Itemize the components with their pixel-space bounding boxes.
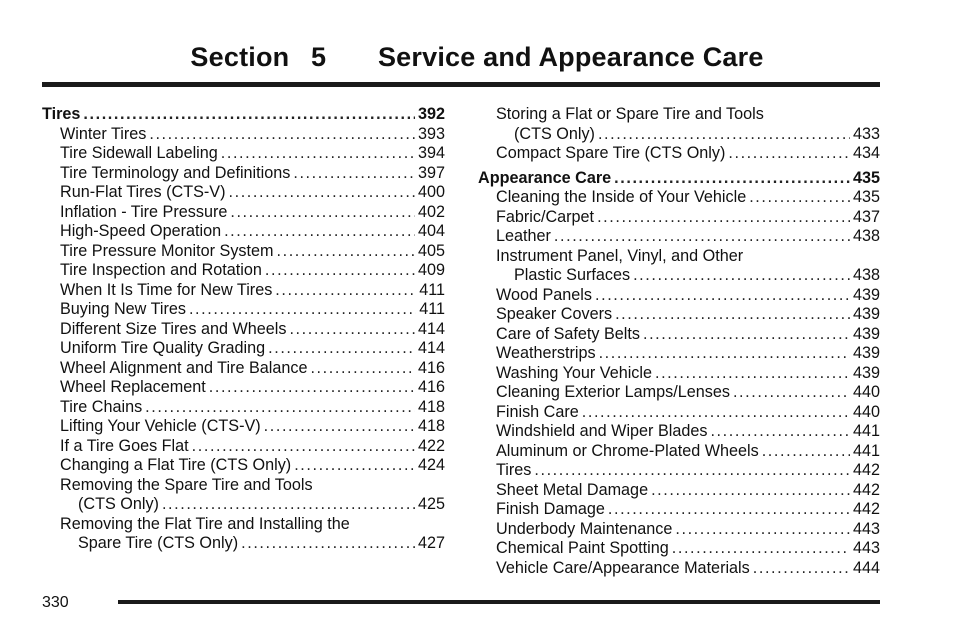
toc-entry[interactable] [478,208,880,228]
toc-entry-title: Weatherstrips [496,344,596,362]
toc-entry[interactable] [42,456,445,476]
toc-entry-page: 393 [417,124,445,143]
dot-leader [241,534,415,554]
toc-entry-page: 442 [852,480,880,499]
toc-entry-title-line1: Removing the Spare Tire and Tools [60,475,313,494]
toc-entry[interactable] [42,417,445,437]
toc-entry-title: Cleaning Exterior Lamps/Lenses [496,383,730,401]
dot-leader [229,183,415,203]
toc-entry-title: Windshield and Wiper Blades [496,422,708,440]
toc-entry-title-line2: Spare Tire (CTS Only) [78,534,239,552]
dot-leader [264,417,415,437]
dot-leader [209,378,415,398]
toc-entry-title: Leather [496,227,551,245]
toc-entry-page: 416 [417,358,445,377]
toc-multiline-entry[interactable] [478,247,880,286]
dot-leader [655,364,850,384]
toc-entry-title: Lifting Your Vehicle (CTS-V) [60,417,261,435]
toc-entry[interactable] [478,422,880,442]
toc-entry-page: 439 [852,305,880,323]
page-number: 330 [42,594,69,611]
toc-entry-title-line1: Instrument Panel, Vinyl, and Other [496,246,744,265]
toc-right-column [478,105,880,578]
toc-entry-page: 443 [852,539,880,557]
toc-entry[interactable] [478,144,880,164]
toc-entry-title: Aluminum or Chrome-Plated Wheels [496,441,759,460]
dot-leader [221,144,415,164]
dot-leader [268,339,415,359]
toc-entry-page: 439 [852,344,880,362]
toc-entry-title-line2: (CTS Only) [514,124,595,143]
toc-entry-page: 440 [852,402,880,421]
section-label: Section [190,42,290,72]
toc-entry-page: 411 [419,280,445,299]
toc-entry[interactable] [478,559,880,579]
toc-entry-title: Wheel Replacement [60,378,206,396]
toc-entry-list [478,188,880,247]
toc-entry-title-line2: (CTS Only) [78,495,159,513]
toc-entry-title: Cleaning the Inside of Your Vehicle [496,188,747,206]
toc-entry-page: 414 [417,319,445,338]
toc-entry-page: 438 [852,227,880,245]
toc-entry[interactable] [42,398,445,418]
toc-entry[interactable] [478,520,880,540]
section-title: Service and Appearance Care [377,42,764,72]
dot-leader [294,456,415,476]
toc-entry-title: Tire Terminology and Definitions [60,163,291,182]
toc-entry-title: Uniform Tire Quality Grading [60,339,266,357]
toc-entry-title: Run-Flat Tires (CTS-V) [60,183,226,201]
toc-left-column [42,105,445,554]
toc-entry-title: Tire Inspection and Rotation [60,261,262,279]
toc-entry-page: 397 [417,163,445,182]
dot-leader [83,105,415,125]
dot-leader [293,164,415,184]
dot-leader [582,403,850,423]
toc-entry-title: Underbody Maintenance [496,519,673,538]
toc-entry-title: Sheet Metal Damage [496,480,649,499]
toc-multiline-entry[interactable] [478,105,880,144]
toc-entry-title: High-Speed Operation [60,222,222,240]
toc-entry-title: If a Tire Goes Flat [60,436,189,455]
toc-entry[interactable] [42,378,445,398]
toc-multiline-entry[interactable] [42,476,445,515]
toc-entry[interactable] [42,437,445,457]
dot-leader [749,188,850,208]
toc-entry[interactable] [42,300,445,320]
toc-entry-page: 437 [852,207,880,226]
section-header [0,42,954,73]
toc-entry-title: Winter Tires [60,124,147,143]
toc-entry-page: 439 [852,285,880,304]
toc-entry-title: Compact Spare Tire (CTS Only) [496,144,726,162]
toc-entry-page: 435 [852,168,880,187]
toc-entry-page: 392 [417,105,445,123]
toc-entry[interactable] [42,339,445,359]
toc-multiline-list [42,476,445,554]
dot-leader [599,344,850,364]
toc-entry-title: Different Size Tires and Wheels [60,319,287,338]
toc-entry[interactable] [478,403,880,423]
toc-entry[interactable] [42,125,445,145]
toc-entry-page: 405 [417,241,445,260]
dot-leader [224,222,415,242]
toc-entry[interactable] [478,461,880,481]
toc-entry-page: 418 [417,397,445,416]
toc-entry-page: 435 [852,188,880,206]
toc-entry-page: 438 [852,266,880,284]
toc-entry-title: Tire Pressure Monitor System [60,241,274,260]
dot-leader [643,325,850,345]
toc-entry-page: 434 [852,144,880,162]
toc-top-entry[interactable] [478,169,880,189]
dot-leader [554,227,850,247]
toc-entry-title: Tire Sidewall Labeling [60,144,218,162]
dot-leader [728,144,850,164]
dot-leader [595,286,850,306]
toc-entry-page: 414 [417,339,445,357]
toc-entry-title: Care of Safety Belts [496,324,640,343]
toc-entry[interactable] [478,325,880,345]
toc-entry-title: Wheel Alignment and Tire Balance [60,358,308,377]
toc-entry-page: 442 [852,500,880,518]
toc-entry-page: 441 [852,441,880,460]
footer-rule [118,600,880,604]
toc-entry-page: 441 [852,422,880,440]
toc-entry-page: 416 [417,378,445,396]
section-number: 5 [311,42,327,72]
toc-entry-page: 418 [417,417,445,435]
toc-entry[interactable] [42,281,445,301]
dot-leader [753,559,850,579]
toc-entry-title-line1: Storing a Flat or Spare Tire and Tools [496,105,764,123]
toc-entry-page: 427 [417,534,445,552]
toc-entry[interactable] [42,164,445,184]
toc-entry-page: 433 [852,124,880,143]
toc-entry-title: Fabric/Carpet [496,207,595,226]
dot-leader [598,125,850,145]
toc-entry-title: Tire Chains [60,397,143,416]
dot-leader [192,437,415,457]
dot-leader [672,539,850,559]
dot-leader [733,383,850,403]
dot-leader [145,398,415,418]
dot-leader [162,495,415,515]
toc-entry[interactable] [42,242,445,262]
toc-entry[interactable] [478,227,880,247]
toc-entry[interactable] [478,364,880,384]
toc-entry-page: 400 [417,183,445,201]
toc-entry-list [42,125,445,476]
toc-entry[interactable] [478,286,880,306]
dot-leader [275,281,416,301]
toc-entry-title: Finish Care [496,402,579,421]
toc-entry-page: 424 [417,456,445,474]
toc-entry[interactable] [42,359,445,379]
toc-entry[interactable] [478,481,880,501]
toc-entry-title: Finish Damage [496,500,605,518]
toc-entry-title: Tires [42,105,81,123]
toc-top-entry[interactable] [42,105,445,125]
toc-entry-title: Buying New Tires [60,300,186,318]
toc-entry-title: Inflation - Tire Pressure [60,202,228,221]
toc-entry[interactable] [478,383,880,403]
dot-leader [310,359,415,379]
toc-entry[interactable] [42,144,445,164]
toc-entry-page: 442 [852,461,880,479]
toc-entry[interactable] [42,183,445,203]
toc-entry[interactable] [478,305,880,325]
toc-entry[interactable] [478,188,880,208]
toc-entry-title-line2: Plastic Surfaces [514,266,631,284]
toc-entry-title: Appearance Care [478,168,612,187]
dot-leader [633,266,850,286]
toc-entry-page: 422 [417,436,445,455]
toc-entry[interactable] [42,261,445,281]
toc-entry-page: 411 [419,300,445,318]
toc-entry-title: Changing a Flat Tire (CTS Only) [60,456,292,474]
dot-leader [651,481,850,501]
toc-entry-page: 439 [852,324,880,343]
dot-leader [149,125,415,145]
dot-leader [597,208,850,228]
dot-leader [230,203,415,223]
toc-entry-title: Washing Your Vehicle [496,363,652,382]
toc-entry-title: Chemical Paint Spotting [496,539,669,557]
dot-leader [277,242,415,262]
toc-entry-page: 402 [417,202,445,221]
toc-entry-page: 440 [852,383,880,401]
dot-leader [608,500,850,520]
toc-entry[interactable] [478,344,880,364]
toc-entry-title: Wood Panels [496,285,592,304]
toc-entry-title-line1: Removing the Flat Tire and Installing the [60,514,350,533]
dot-leader [762,442,850,462]
toc-entry-page: 439 [852,363,880,382]
toc-entry-page: 425 [417,495,445,513]
toc-entry-page: 409 [417,261,445,279]
toc-entry[interactable] [42,222,445,242]
dot-leader [534,461,850,481]
toc-entry-page: 443 [852,519,880,538]
toc-entry-page: 404 [417,222,445,240]
dot-leader [189,300,416,320]
header-rule [42,82,880,87]
toc-entry-list [478,286,880,579]
toc-entry-title: Speaker Covers [496,305,613,323]
dot-leader [615,305,850,325]
toc-entry[interactable] [42,320,445,340]
dot-leader [289,320,415,340]
dot-leader [710,422,850,442]
dot-leader [675,520,850,540]
toc-entry[interactable] [42,203,445,223]
dot-leader [265,261,415,281]
toc-entry-page: 394 [417,144,445,162]
toc-entry[interactable] [478,442,880,462]
toc-entry[interactable] [478,539,880,559]
dot-leader [614,169,850,189]
toc-entry-page: 444 [852,558,880,577]
toc-multiline-entry[interactable] [42,515,445,554]
toc-entry-title: When It Is Time for New Tires [60,280,273,299]
toc-entry[interactable] [478,500,880,520]
toc-entry-title: Tires [496,461,532,479]
toc-entry-title: Vehicle Care/Appearance Materials [496,558,750,577]
